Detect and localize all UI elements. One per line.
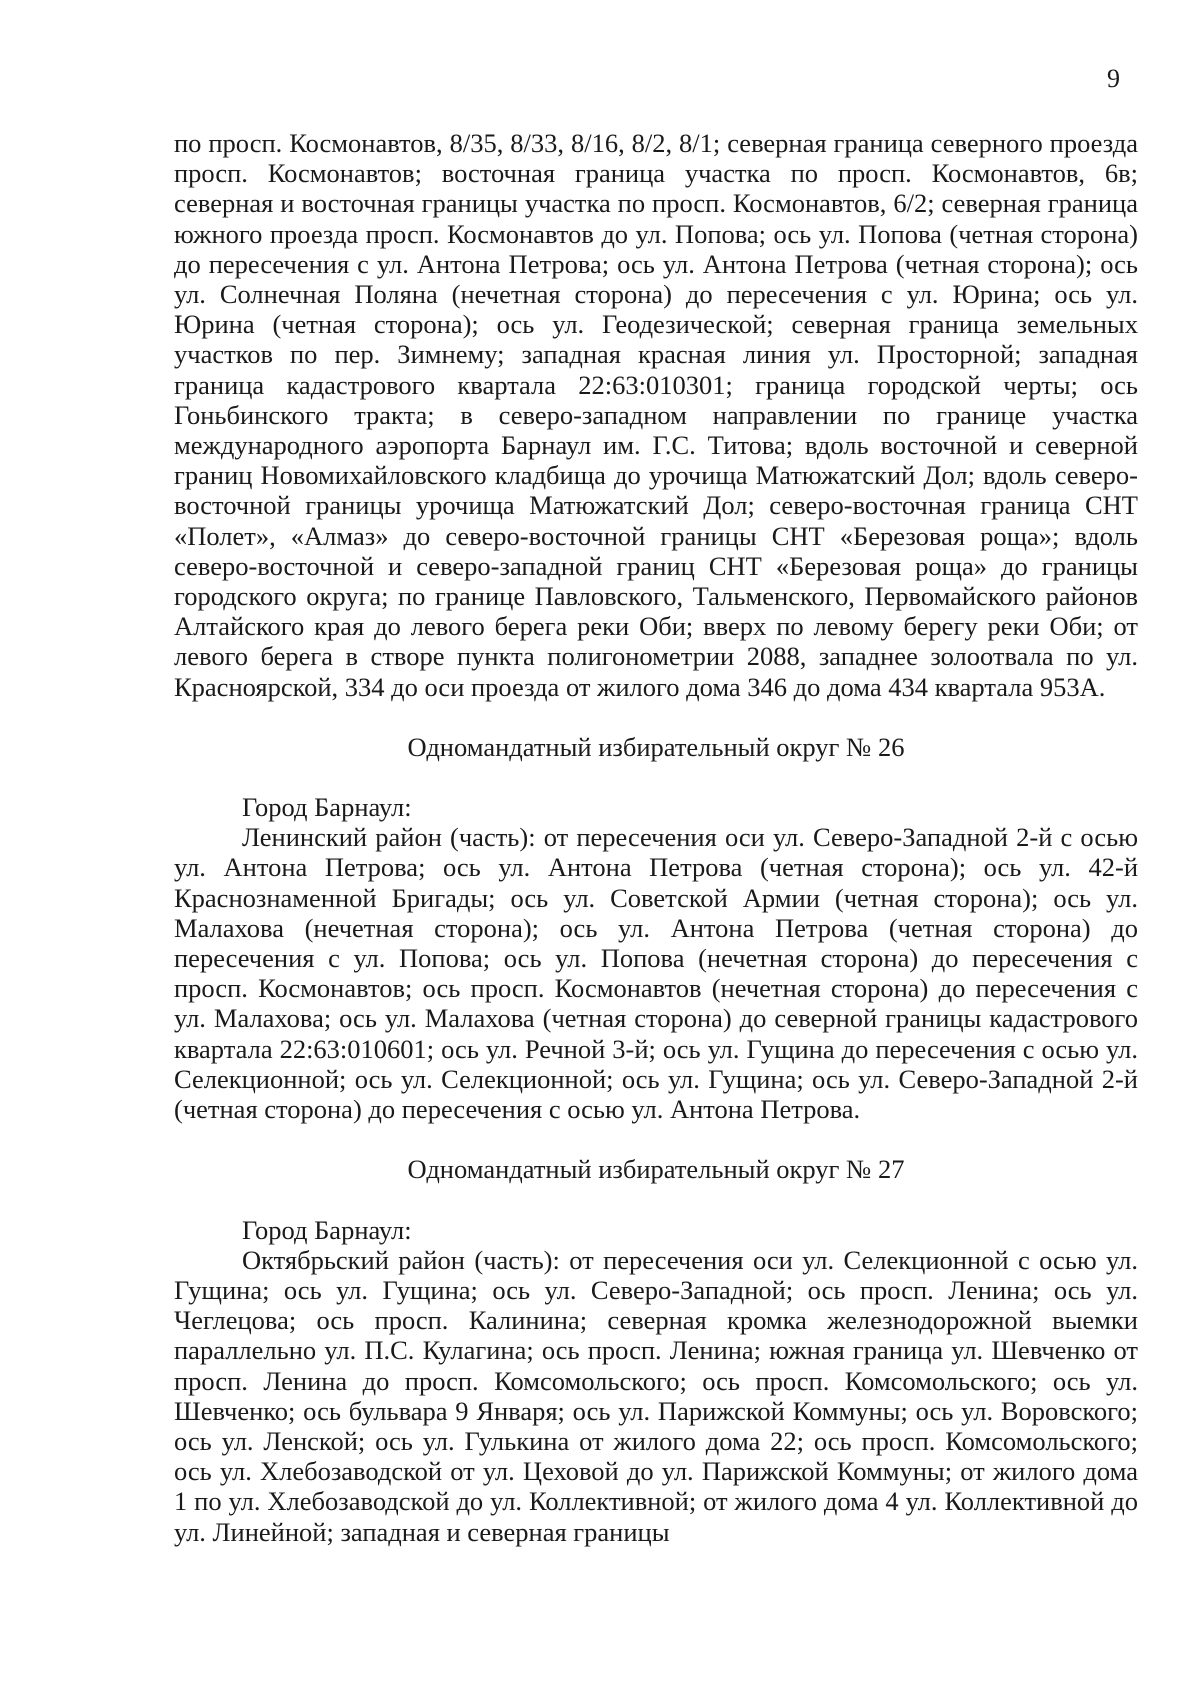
spacer xyxy=(174,762,1138,792)
continuation-paragraph: по просп. Космонавтов, 8/35, 8/33, 8/16, 8/2, 8/1; северная граница северного проезда просп. Космонавтов; восточная граница участка по просп. Космонавтов, 6в; северная и восточная границы участка по просп. Космонавтов, 6/2; северная граница южного проезда просп. Космонавтов до ул. Попова; ось ул. Попова (четная сторона) до пересечения с ул. Антона Петрова; ось ул. Антона Петрова (четная сторона); ось ул. Солнечная Поляна (нечетная сторона) до пересечения с ул. Юрина; ось ул. Юрина (четная сторона); ось ул. Геодезической; северная граница земельных участков по пер. Зимнему; западная красная линия ул. Просторной; западная граница кадастрового квартала 22:63:010301; граница городской черты; ось Гоньбинского тракта; в северо-западном направлении по границе участка международного аэропорта Барнаул им. Г.С. Титова; вдоль восточной и северной границ Новомихайловского кладбища до урочища Матюжатский Дол; вдоль северо-восточной границы урочища Матюжатский Дол; северо-восточная граница СНТ «Полет», «Алмаз» до северо-восточной границы СНТ «Березовая роща»; вдоль северо-восточной и северо-западной границ СНТ «Березовая роща» до границы городского округа; по границе Павловского, Тальменского, Первомайского районов Алтайского края до левого берега реки Оби; вверх по левому берегу реки Оби; от левого берега в створе пункта полигонометрии 2088, западнее золоотвала по ул. Красноярской, 334 до оси проезда от жилого дома 346 до дома 434 квартала 953А. xyxy=(174,128,1138,702)
district-26-description: Ленинский район (часть): от пересечения оси ул. Северо-Западной 2-й с осью ул. Антона Петрова; ось ул. Антона Петрова (четная сторона); ось ул. 42-й Краснознаменной Бригады; ось ул. Советской Армии (четная сторона); ось ул. Малахова (нечетная сторона); ось ул. Антона Петрова (четная сторона) до пересечения с ул. Попова; ось ул. Попова (нечетная сторона) до пересечения с просп. Космонавтов; ось просп. Космонавтов (нечетная сторона) до пересечения с ул. Малахова; ось ул. Малахова (четная сторона) до северной границы кадастрового квартала 22:63:010601; ось ул. Речной 3-й; ось ул. Гущина до пересечения с осью ул. Селекционной; ось ул. Селекционной; ось ул. Гущина; ось ул. Северо-Западной 2-й (четная сторона) до пересечения с осью ул. Антона Петрова. xyxy=(174,822,1138,1125)
spacer xyxy=(174,1185,1138,1215)
page-number: 9 xyxy=(1107,64,1120,93)
district-26-city: Город Барнаул: xyxy=(242,792,412,823)
document-body xyxy=(174,128,1138,1547)
spacer xyxy=(174,702,1138,732)
district-27-description: Октябрьский район (часть): от пересечения оси ул. Селекционной с осью ул. Гущина; ось ул. Гущина; ось ул. Северо-Западной; ось просп. Ленина; ось ул. Чеглецова; ось просп. Калинина; северная кромка железнодорожной выемки параллельно ул. П.С. Кулагина; ось просп. Ленина; южная граница ул. Шевченко от просп. Ленина до просп. Комсомольского; ось просп. Комсомольского; ось ул. Шевченко; ось бульвара 9 Января; ось ул. Парижской Коммуны; ось ул. Воровского; ось ул. Ленской; ось ул. Гулькина от жилого дома 22; ось просп. Комсомольского; ось ул. Хлебозаводской от ул. Цеховой до ул. Парижской Коммуны; от жилого дома 1 по ул. Хлебозаводской до ул. Коллективной; от жилого дома 4 ул. Коллективной до ул. Линейной; западная и северная границы xyxy=(174,1244,1138,1547)
district-27-city: Город Барнаул: xyxy=(242,1214,412,1245)
district-26-heading: Одномандатный избирательный округ № 26 xyxy=(407,731,905,762)
district-27-heading: Одномандатный избирательный округ № 27 xyxy=(407,1154,905,1185)
spacer xyxy=(174,1124,1138,1154)
